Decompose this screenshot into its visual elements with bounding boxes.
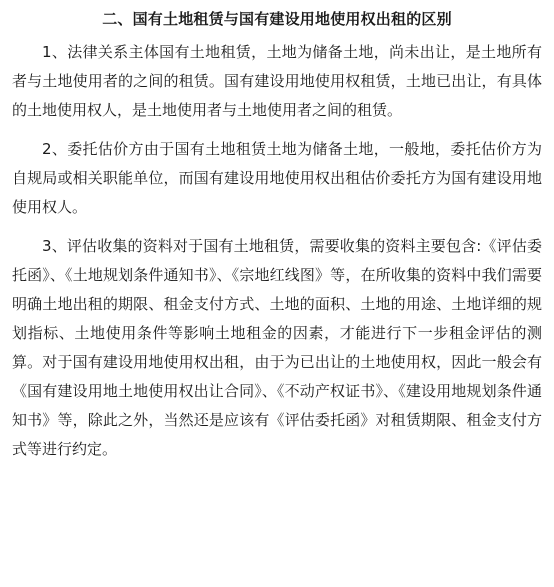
- section-heading: 二、国有土地租赁与国有建设用地使用权出租的区别: [102, 10, 452, 28]
- paragraph-legal-subjects: 1、法律关系主体国有土地租赁，土地为储备土地，尚未出让，是土地所有者与土地使用者的之间的租赁。国有建设用地使用权租赁，土地已出让，有具体的土地使用权人，是土地使用者与土地使用者之间的租赁。: [12, 43, 542, 119]
- paragraph-appraisal-client: 2、委托估价方由于国有土地租赁土地为储备土地，一般地，委托估价方为自规局或相关职能单位，而国有建设用地使用权出租估价委托方为国有建设用地使用权人。: [12, 140, 542, 216]
- paragraph-collected-materials: 3、评估收集的资料对于国有土地租赁，需要收集的资料主要包含:《评估委托函》、《土地规划条件通知书》、《宗地红线图》等，在所收集的资料中我们需要明确土地出租的期限、租金支付方式、土地的面积、土地的用途、土地详细的规划指标、土地使用条件等影响土地租金的因素，才能进行下一步租金评估的测算。对于国有建设用地使用权出租，由于为已出让的土地使用权，因此一般会有《国有建设用地土地使用权出让合同》、《不动产权证书》、《建设用地规划条件通知书》等，除此之外，当然还是应该有《评估委托函》对租赁期限、租金支付方式等进行约定。: [12, 237, 542, 458]
